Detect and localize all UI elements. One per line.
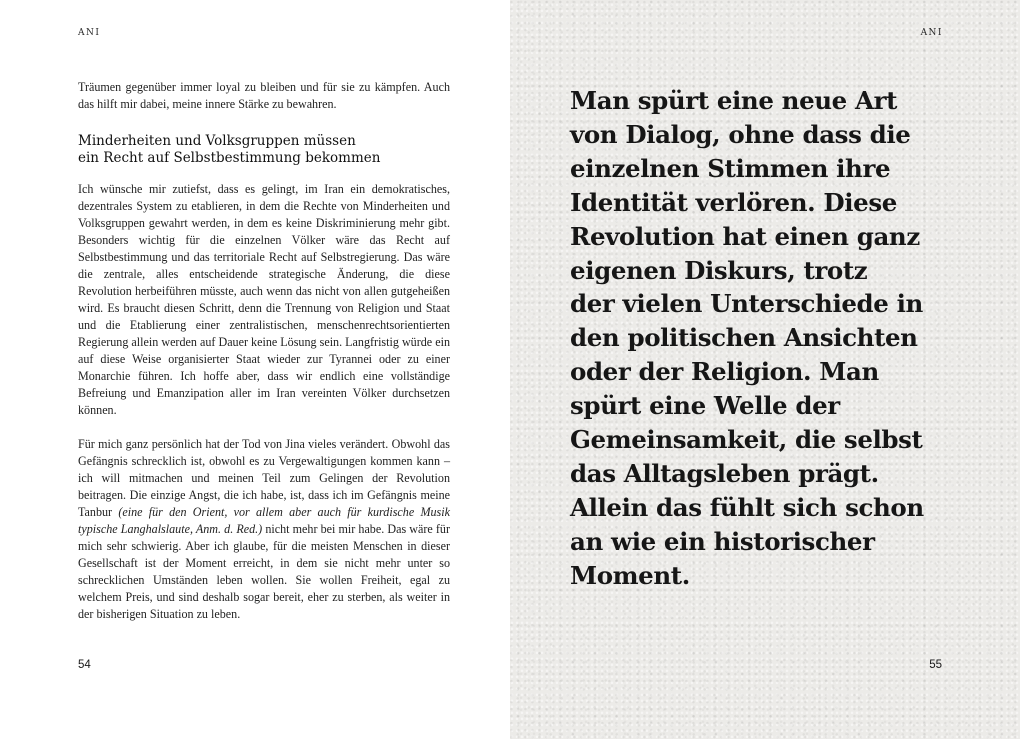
page-number-left: 54 — [78, 659, 91, 671]
pull-quote-line: Man spürt eine neue Art — [570, 86, 898, 115]
paragraph-2-before: Für mich ganz persönlich hat der Tod von Jina vieles verändert. Obwohl das Gefängnis schrecklich ist, obwohl es zu Vergewaltigungen kommen kann – ich will mitmachen und meinen Teil zum Gelingen der Revolution beitragen. Die einzige Angst, die ich habe, ist, dass ich im Gefängnis meine Tanbur — [78, 437, 450, 519]
page-number-right: 55 — [929, 659, 942, 671]
pull-quote-line: Allein das fühlt sich schon — [570, 492, 924, 522]
continued-paragraph — [78, 79, 450, 113]
pull-quote-line: Moment. — [570, 560, 690, 590]
paragraph-1-text: Ich wünsche mir zutiefst, dass es gelingt, im Iran ein demokratisches, dezentrales System zu etablieren, in dem die Rechte von Minderheiten und Volksgruppen gewahrt werden, in dem es keine Diskriminierung mehr gibt. Besonders wichtig für die einzelnen Völker wäre das Recht auf Selbstbestimmung und das territoriale Recht auf Selbstregierung. Das wäre die zentrale, alles entscheidende strategische Änderung, die diese Revolution herbeiführen müsste, auch wenn das nicht von allen gutgeheißen wird. Es braucht diesen Schritt, denn die Trennung von Religion und Staat und die Etablierung einer zentralistischen, menschenrechtsorientierten Regierung allein werden auf Dauer keine Lösung sein. Langfristig würde ein auf diese Weise organisierter Staat wieder zur Tyrannei oder zu einer Monarchie führen. Ich hoffe aber, dass wir endlich eine vollständige Befreiung und Emanzipation aller im Iran vereinten Völker durchsetzen können. — [78, 182, 450, 417]
pull-quote — [570, 84, 930, 593]
pull-quote-line: oder der Religion. Man — [570, 357, 879, 387]
pull-quote-line: einzelnen Stimmen ihre — [570, 153, 891, 183]
running-head-left: ANI — [78, 28, 101, 38]
pull-quote-line: den politischen Ansichten — [570, 323, 918, 353]
pull-quote-line: eigenen Diskurs, trotz — [570, 255, 868, 285]
pull-quote-line: das Alltagsleben prägt. — [570, 458, 879, 488]
section-heading — [78, 133, 450, 167]
pull-quote-line: Identität verlören. Diese — [570, 187, 897, 217]
pull-quote-line: der vielen Unterschiede in — [570, 289, 923, 319]
pull-quote-line: Revolution hat einen ganz — [570, 221, 920, 251]
continued-text: Träumen gegenüber immer loyal zu bleiben und für sie zu kämpfen. Auch das hilft mir dabei, meine innere Stärke zu bewahren. — [78, 80, 450, 111]
pull-quote-line: an wie ein historischer — [570, 526, 875, 556]
running-head-right: ANI — [920, 28, 943, 38]
section-heading-line-1: Minderheiten und Volksgruppen müssen — [78, 133, 356, 149]
body-paragraph-2 — [78, 436, 450, 623]
paragraph-2-after: nicht mehr bei mir habe. Das wäre für mich sehr schwierig. Aber ich glaube, für die meisten Menschen in dieser Gesellschaft ist der Moment erreicht, in dem sie nicht mehr unter so schrecklichen Umständen leben wollen. Sie wollen Freiheit, egal zu welchem Preis, und sind deshalb sogar bereit, eher zu sterben, als weiter in der bisherigen Situation zu leben. — [78, 522, 450, 621]
section-heading-line-2: ein Recht auf Selbstbestimmung bekommen — [78, 150, 381, 166]
pull-quote-line: von Dialog, ohne dass die — [570, 119, 911, 149]
editor-note: (eine für den Orient, vor allem aber auch für kurdische Musik typische Langhalslaute, Anm. d. Red.) — [78, 505, 450, 536]
pull-quote-line: Gemeinsamkeit, die selbst — [570, 425, 923, 455]
pull-quote-line: spürt eine Welle der — [570, 391, 840, 421]
body-paragraph-1 — [78, 181, 450, 419]
paragraph-2-text — [78, 436, 450, 623]
